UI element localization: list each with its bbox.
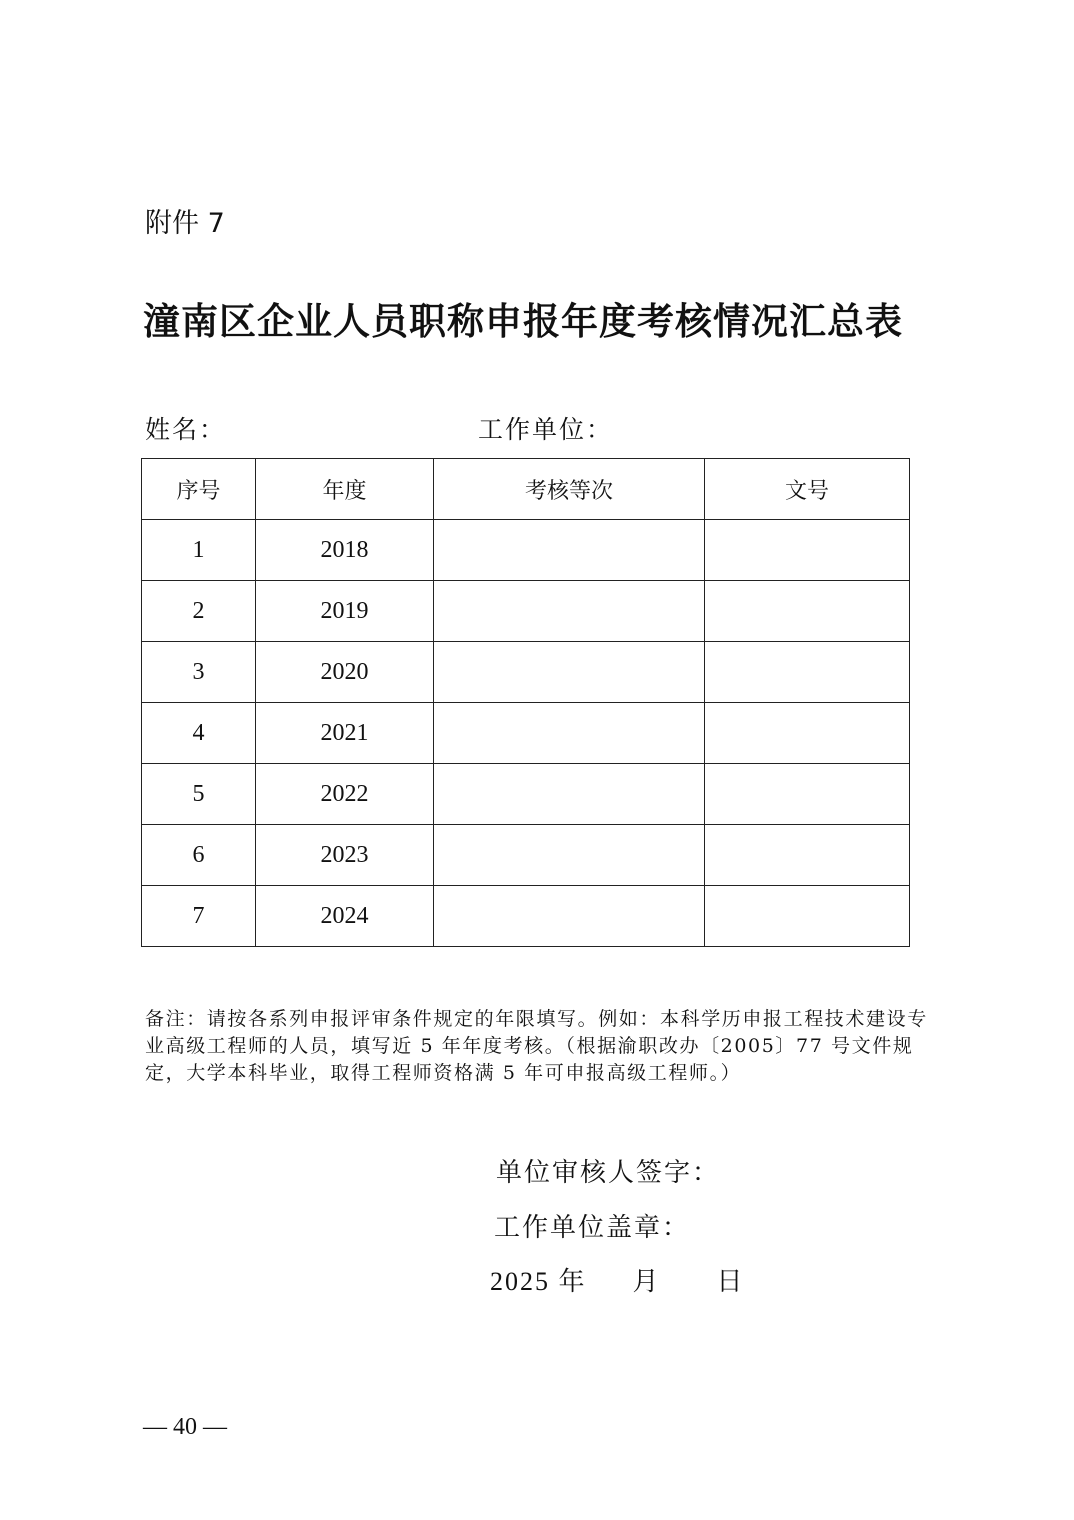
name-label: 姓名： xyxy=(145,415,227,444)
cell-year: 2019 xyxy=(256,581,434,642)
document-title: 潼南区企业人员职称申报年度考核情况汇总表 xyxy=(143,300,903,343)
cell-index: 4 xyxy=(142,703,256,764)
cell-year: 2021 xyxy=(256,703,434,764)
column-header-index: 序号 xyxy=(142,459,256,520)
reviewer-signature-label: 单位审核人签字： xyxy=(496,1158,721,1188)
cell-grade xyxy=(434,642,705,703)
table-row xyxy=(142,825,910,886)
date-month: 月 xyxy=(632,1267,661,1296)
column-header-year: 年度 xyxy=(256,459,434,520)
table-row xyxy=(142,642,910,703)
cell-doc-no xyxy=(705,520,910,581)
remarks-note: 备注：请按各系列申报评审条件规定的年限填写。例如：本科学历申报工程技术建设专业高级工程师的人员，填写近 5 年年度考核。（根据渝职改办〔2005〕77 号文件规定，大学本科毕业，取得工程师资格满 5 年可申报高级工程师。） xyxy=(145,1008,928,1084)
cell-index: 5 xyxy=(142,764,256,825)
cell-index: 2 xyxy=(142,581,256,642)
cell-year: 2020 xyxy=(256,642,434,703)
work-unit-label: 工作单位： xyxy=(478,415,614,444)
cell-doc-no xyxy=(705,642,910,703)
cell-doc-no xyxy=(705,764,910,825)
cell-grade xyxy=(434,886,705,947)
cell-year: 2024 xyxy=(256,886,434,947)
table-row xyxy=(142,703,910,764)
table-row xyxy=(142,886,910,947)
cell-index: 6 xyxy=(142,825,256,886)
column-header-doc-no: 文号 xyxy=(705,459,910,520)
cell-grade xyxy=(434,764,705,825)
cell-grade xyxy=(434,825,705,886)
cell-doc-no xyxy=(705,581,910,642)
signature-date xyxy=(490,1263,745,1301)
cell-grade xyxy=(434,520,705,581)
cell-doc-no xyxy=(705,825,910,886)
cell-grade xyxy=(434,581,705,642)
table-row xyxy=(142,581,910,642)
date-day: 日 xyxy=(716,1267,745,1296)
table-header-row xyxy=(142,459,910,520)
unit-seal-label: 工作单位盖章： xyxy=(494,1213,691,1243)
page-number: — 40 — xyxy=(143,1414,227,1440)
cell-doc-no xyxy=(705,703,910,764)
date-year: 2025 年 xyxy=(490,1267,587,1296)
cell-grade xyxy=(434,703,705,764)
column-header-grade: 考核等次 xyxy=(434,459,705,520)
table-body xyxy=(142,520,910,947)
cell-index: 7 xyxy=(142,886,256,947)
table-row xyxy=(142,764,910,825)
cell-year: 2022 xyxy=(256,764,434,825)
table-row xyxy=(142,520,910,581)
attachment-label: 附件 7 xyxy=(145,208,225,239)
cell-year: 2023 xyxy=(256,825,434,886)
assessment-summary-table xyxy=(141,458,910,947)
cell-index: 1 xyxy=(142,520,256,581)
cell-doc-no xyxy=(705,886,910,947)
cell-index: 3 xyxy=(142,642,256,703)
cell-year: 2018 xyxy=(256,520,434,581)
